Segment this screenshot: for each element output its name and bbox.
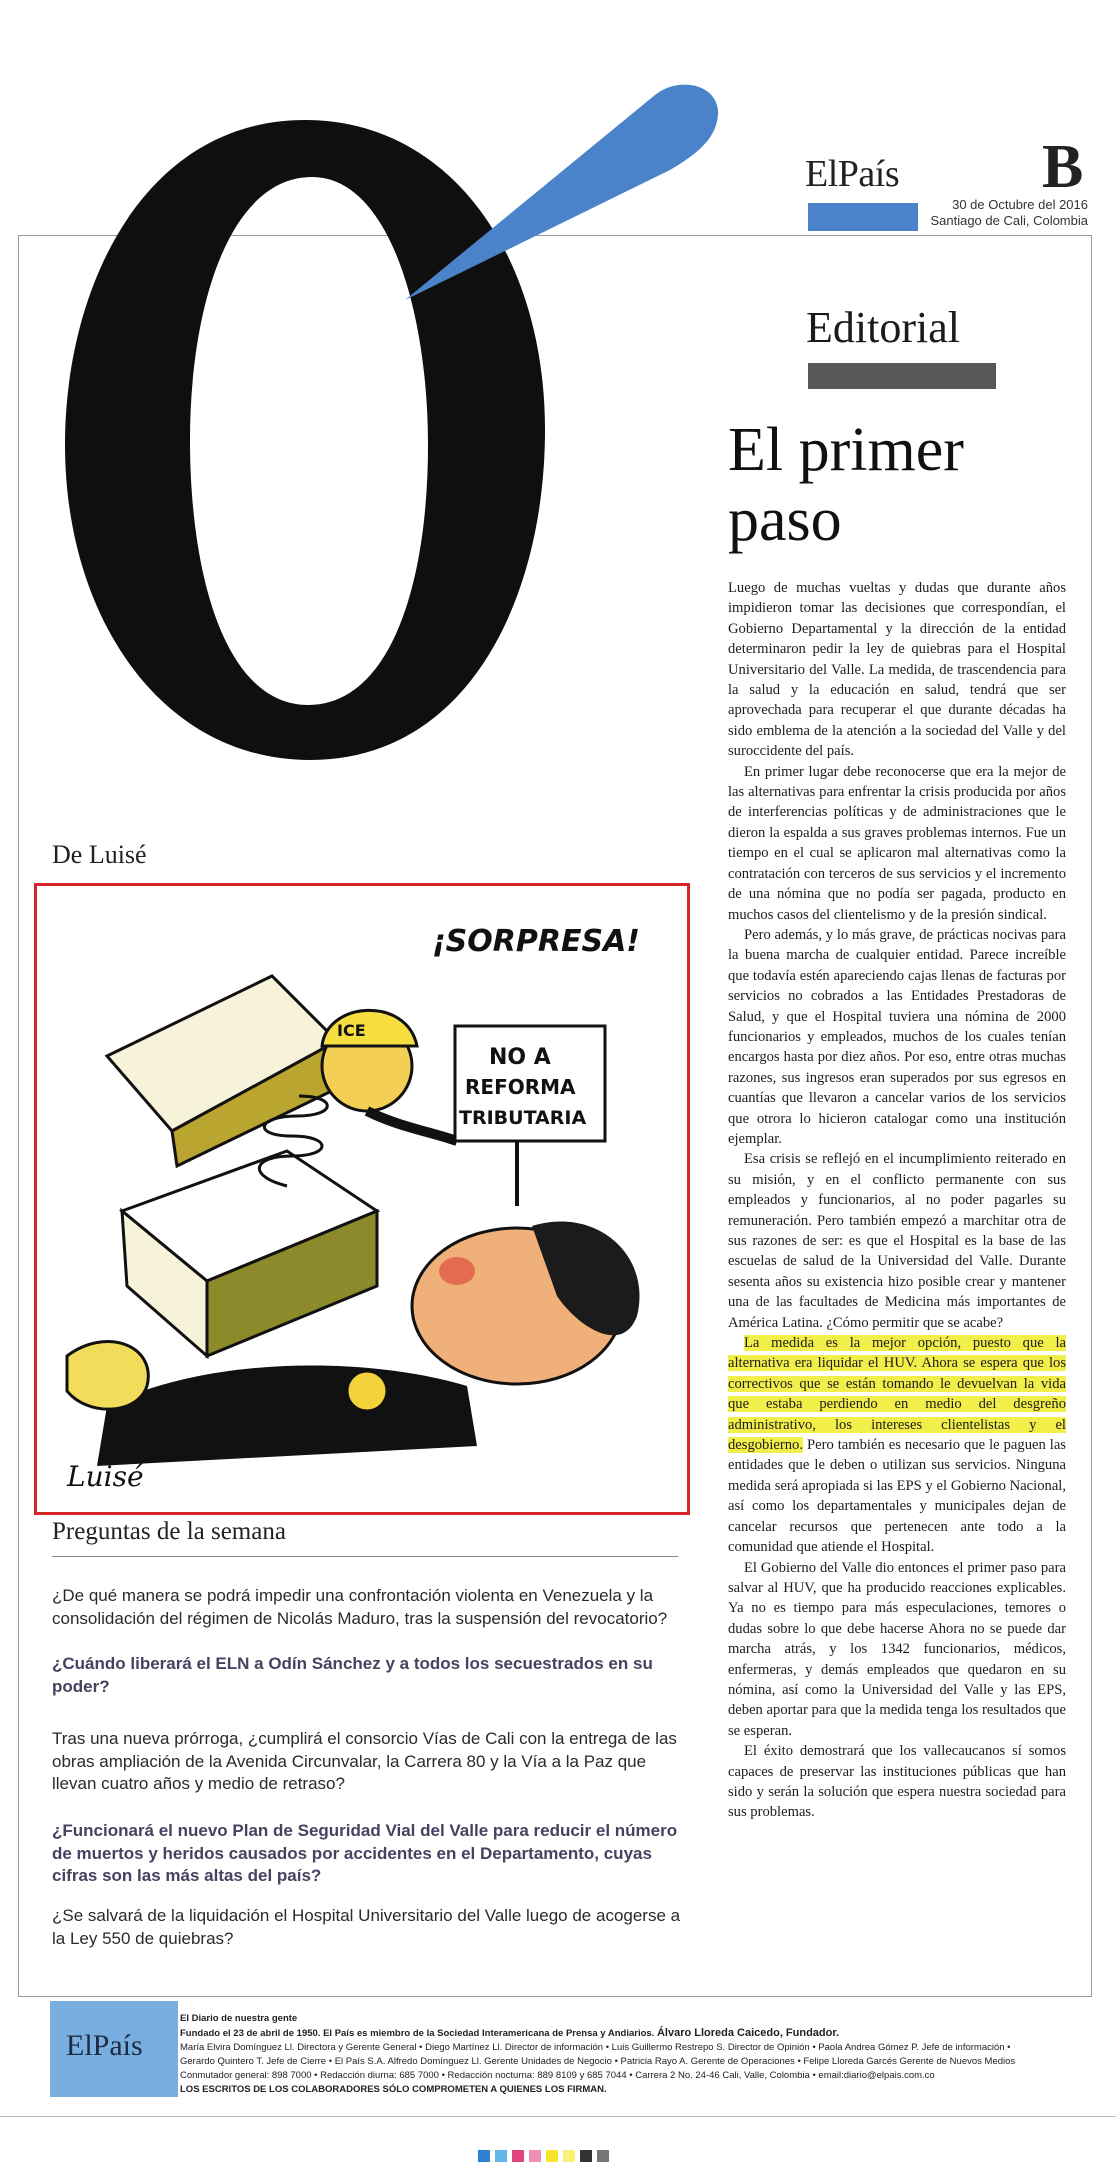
cartoon-author-label: De Luisé [52,840,147,869]
highlighted-text: La medida es la mejor opción, puesto que la alternativa era liquidar el HUV. Ahora se espera que los correctivos que se están tomando le devuelvan la vida que estaba perdiendo en medio del desgreño administrativo, los intereses clientelistas y el desgobierno. [728,1335,1066,1454]
paragraph-text: Pero también es necesario que le paguen las entidades que le deben o utilizan sus servicios. Ninguna medida será apropiada si las EPS y el Gobierno Nacional, así como los departamentales y municipales dejan de cancelar recursos que pertenecen ante todo a la comunidad que atiende el Hospital. [728,1437,1066,1556]
issue-place: Santiago de Cali, Colombia [930,213,1088,228]
headline-line-1: El primer [728,416,964,484]
bottom-rule [0,2116,1116,2117]
question-item: ¿Cuándo liberará el ELN a Odín Sánchez y a todos los secuestrados en su poder? [52,1654,653,1696]
questions-divider [52,1556,678,1557]
footer-disclaimer: LOS ESCRITOS DE LOS COLABORADORES SÓLO COMPROMETEN A QUIENES LOS FIRMAN. [180,2084,607,2095]
article-paragraph: El éxito demostrará que los vallecaucanos sí somos capaces de preservar las instituciones públicas que han sido y serán la solución que espera nuestra sociedad para sus problemas. [728,1743,1066,1821]
questions-title: Preguntas de la semana [52,1518,286,1545]
helmet-text: ICE [337,1021,366,1040]
footer-founder: Álvaro Lloreda Caicedo, Fundador. [656,2027,840,2039]
article-paragraph: El Gobierno del Valle dio entonces el primer paso para salvar al HUV, que ha producido reacciones explicables. Ya no es tiempo para más especulaciones, temores o dudas sobre lo que debe hacerse Ahora no se puede dar marcha atrás, y los 1342 funcionarios, médicos, enfermeras, y demás empleados que quedaron en su nómina, así como la Universidad del Valle y las EPS, deben aportar para que la medida tenga los resultados que se esperan. [728,1559,1066,1739]
question-item: ¿Se salvará de la liquidación el Hospital Universitario del Valle luego de acogerse a la Ley 550 de quiebras? [52,1906,681,1948]
footer-staff-line-1: María Elvira Domínguez Ll. Directora y Gerente General • Diego Martínez Ll. Director de información • Luis Guillermo Restrepo S. Director de Opinión • Paola Andrea Gómez P. Jefe de información • [180,2042,1011,2053]
question-item: Tras una nueva prórroga, ¿cumplirá el consorcio Vías de Cali con la entrega de las obras ampliación de la Avenida Circunvalar, la Carrera 80 y la Vía a la Paz que llevan cuatro años y medio de retraso? [52,1729,677,1793]
section-underbar [808,363,996,389]
print-color-swatch [512,2150,524,2162]
print-color-swatch [580,2150,592,2162]
print-color-swatch [563,2150,575,2162]
article-paragraph: Pero además, y lo más grave, de prácticas nocivas para la buena marcha de cualquier entidad. Parece increíble que todavía estén apareciendo cajas llenas de facturas por servicios no cobrados a las Entidades Prestadoras de Salud, y que el Hospital tuviera una nómina de 2000 funcionarios y empleados, muchos de los cuales tenían encargos hasta por diez años. Por eso, entre otras muchas razones, sus ingresos eran superados por sus egresos en cuantías que llevaron a cancelar varios de los servicios que otrora lo hicieron catalogar como una institución ejemplar. [728,926,1066,1147]
issue-date: 30 de Octubre del 2016 [952,197,1088,212]
article-paragraph: Esa crisis se reflejó en el incumplimiento reiterado en su misión, y en el conflicto permanente con sus empleados y funcionarios, al no poder pagarles su remuneración. Pero también empezó a marchitar otra de sus razones de ser: es que el Hospital es la base de las escuelas de salud de la Universidad del Valle. Durante sesenta años su existencia hizo posible crear y mantener una de las facultades de Medicina más importantes de América Latina. ¿Cómo permitir que se acabe? [728,1151,1066,1331]
question-item: ¿Funcionará el nuevo Plan de Seguridad Vial del Valle para reducir el número de muertos y heridos causados por accidentes en el Departamento, cuyas cifras son las más altas del país? [52,1821,678,1885]
cartoon-illustration [37,886,687,1512]
masthead-logo: ElPaís [805,153,900,195]
sign-line-3: TRIBUTARIA [459,1107,587,1129]
article-paragraph: En primer lugar debe reconocerse que era la mejor de las alternativas para enfrentar la crisis producida por años de interferencias políticas y de administraciones que le dieron la espalda a sus graves problemas internos. Fue un tiempo en el cual se aplicaron mal alternativas como la contratación con terceros de sus servicios y el incremento de una nómina que no podía ser pagada, producto en muchos casos del clientelismo y de la presión sindical. [728,763,1066,923]
editorial-body [728,578,1066,1823]
headline-line-2: paso [728,486,842,554]
print-color-swatch [495,2150,507,2162]
accent-mark-graphic [400,70,720,320]
footer-contact-line: Conmutador general: 898 7000 • Redacción diurna: 685 7000 • Redacción nocturna: 889 8109 y 685 7044 • Carrera 2 No. 24-46 Cali, Valle, Colombia • email:diario@elpais.com.co [180,2070,935,2081]
question-item: ¿De qué manera se podrá impedir una confrontación violenta en Venezuela y la consolidación del régimen de Nicolás Maduro, tras la suspensión del revocatorio? [52,1586,668,1628]
print-color-swatch [529,2150,541,2162]
section-label: Editorial [806,303,960,352]
cartoon-exclamation: ¡SORPRESA! [432,924,640,959]
section-letter: B [1042,133,1084,201]
sign-line-1: NO A [489,1045,551,1070]
cartoonist-signature: Luisé [67,1460,144,1493]
print-color-swatch [478,2150,490,2162]
footer-logo: ElPaís [66,2029,143,2062]
footer-tagline: El Diario de nuestra gente [180,2013,298,2024]
article-paragraph [728,1333,1066,1557]
footer-credits [180,2012,1080,2097]
article-paragraph: Luego de muchas vueltas y dudas que durante años impidieron tomar las decisiones que correspondían, el Gobierno Departamental y la dirección de la entidad determinaron pedir la ley de quiebras para el Hospital Universitario del Valle. La medida, de trascendencia para la salud y la educación en salud, tendrá que ser aprovechada para recuperar el que durante décadas ha sido emblema de la atención a la sociedad del Valle y del suroccidente del país. [728,580,1066,760]
print-color-swatch [597,2150,609,2162]
editorial-headline [728,415,1088,555]
print-color-swatch [546,2150,558,2162]
footer-staff-line-2: Gerardo Quintero T. Jefe de Cierre • El País S.A. Alfredo Domínguez Ll. Gerente Unidades de Negocio • Patricia Rayo A. Gerente de Operaciones • Felipe Lloreda Garcés Gerente de Nuevos Medios [180,2056,1016,2067]
sign-line-2: REFORMA [465,1075,576,1099]
footer-founding-line: Fundado el 23 de abril de 1950. El País es miembro de la Sociedad Interamericana de Prensa y Andiarios. [180,2028,655,2039]
